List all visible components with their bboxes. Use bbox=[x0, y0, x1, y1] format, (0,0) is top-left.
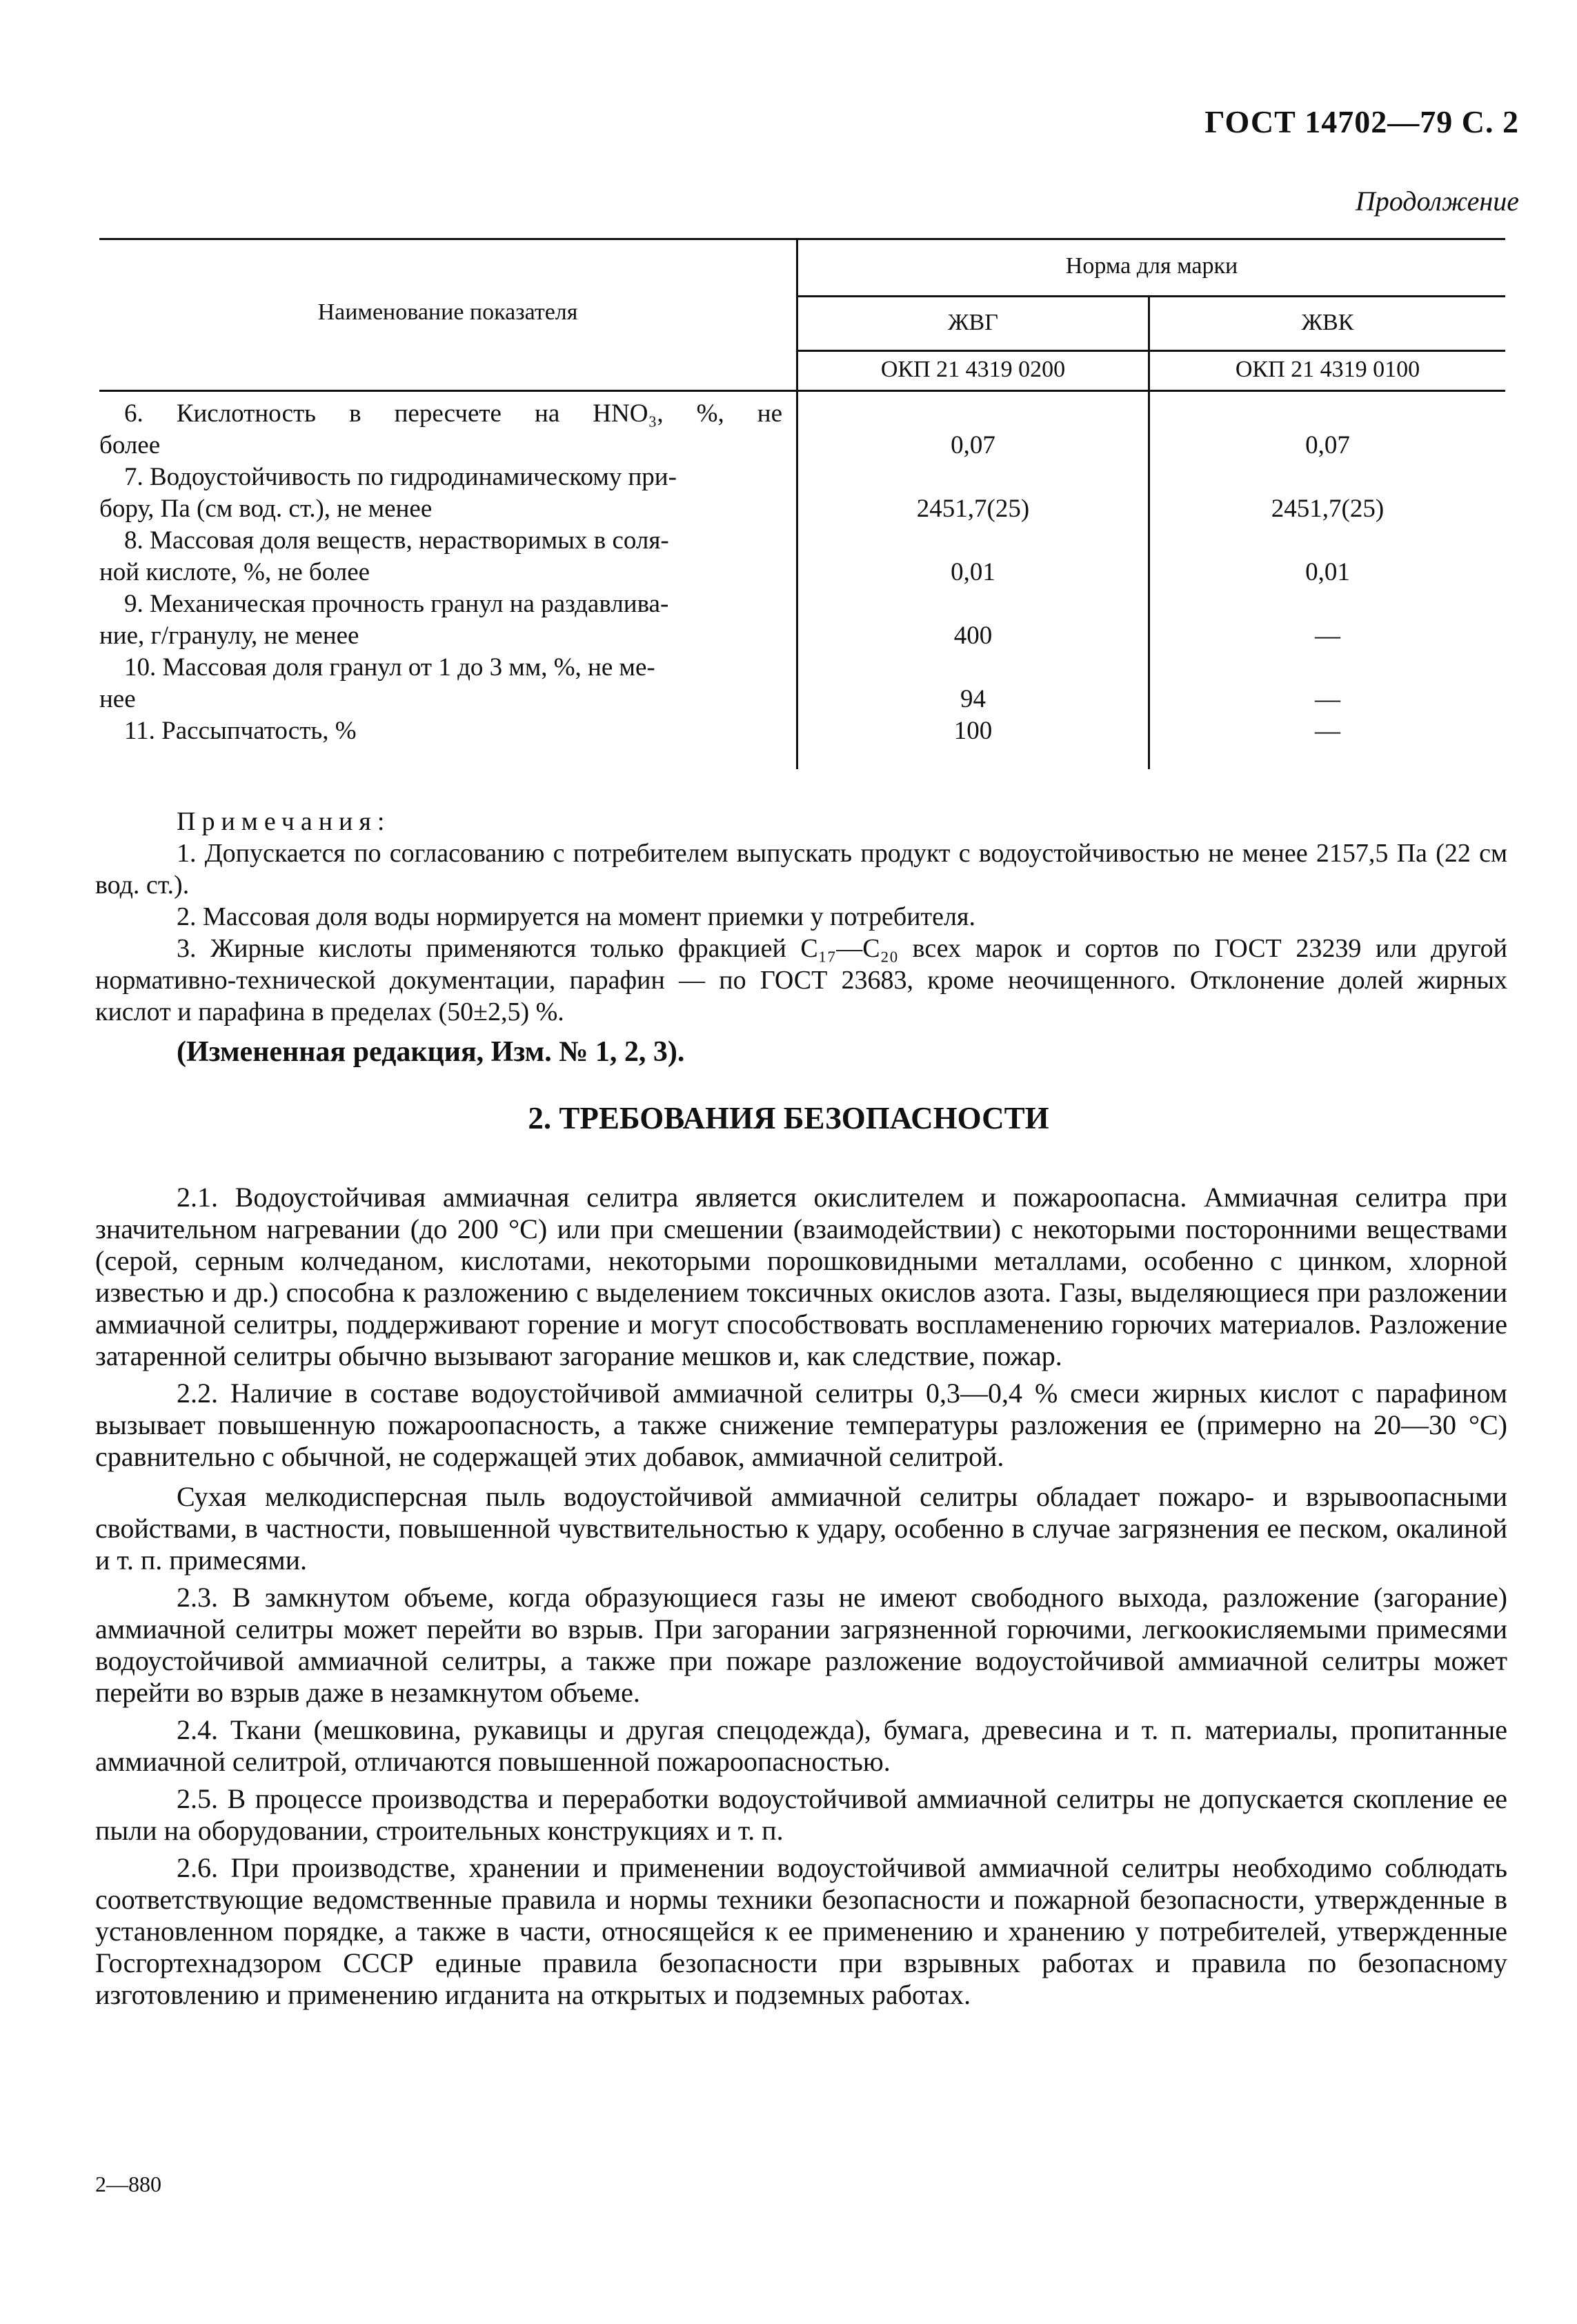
section-paragraph: 2.3. В замкнутом объеме, когда образующиеся газы не имеют свободного выхода, разложение (загорание) аммиачной селитры может перейти во взрыв. При загорании загрязненной горючими, легкоокисляемыми примесями водоустойчивой аммиачной селитры, а также при пожаре разложение водоустойчивой аммиачной селитры может перейти во взрыв даже в незамкнутом объеме. bbox=[95, 1582, 1507, 1708]
requirements-table bbox=[99, 238, 1505, 769]
note-item: 1. Допускается по согласованию с потребителем выпускать продукт с водоустойчивостью не менее 2157,5 Па (22 см вод. ст.). bbox=[95, 839, 1507, 900]
grade-1-okp: ОКП 21 4319 0200 bbox=[880, 357, 1066, 382]
print-code: 2—880 bbox=[95, 2172, 161, 2196]
table-row-label: 7. Водоустойчивость по гидродинамическому при- bbox=[124, 463, 677, 491]
table-cell: 0,01 bbox=[951, 558, 995, 586]
table-row-label: 9. Механическая прочность гранул на раздавлива- bbox=[124, 590, 669, 618]
grade-1-name: ЖВГ bbox=[948, 310, 998, 335]
table-cell: 2451,7(25) bbox=[1271, 495, 1385, 523]
section-paragraph: 2.5. В процессе производства и переработки водоустойчивой аммиачной селитры не допускается скопление ее пыли на оборудовании, строительных конструкциях и т. п. bbox=[95, 1783, 1507, 1846]
table-norm-rule bbox=[796, 295, 1505, 297]
note-item: 3. Жирные кислоты применяются только фракцией C₁₇—C₂₀ всех марок и сортов по ГОСТ 23239 или другой нормативно-технической документации, парафин — по ГОСТ 23683, кроме неочищенного. Отклонение долей жирных кислот и парафина в пределах (50±2,5) %. bbox=[95, 934, 1507, 1026]
table-cell: — bbox=[1315, 685, 1340, 713]
table-cell: 94 bbox=[960, 685, 986, 713]
table-row-label: более bbox=[99, 431, 161, 459]
notes-block bbox=[95, 806, 1507, 1068]
section-paragraph: 2.6. При производстве, хранении и применении водоустойчивой аммиачной селитры необходимо соблюдать соответствующие ведомственные правила и нормы техники безопасности и пожарной безопасности, утвержденные в установленном порядке, а также в части, относящейся к ее применению и хранению у потребителей, утвержденные Госгортехнадзором СССР единые правила безопасности при взрывных работах и правила по безопасному изготовлению и применению игданита на открытых и подземных работах. bbox=[95, 1852, 1507, 2010]
section-body bbox=[95, 1182, 1507, 2011]
section-paragraph: Сухая мелкодисперсная пыль водоустойчивой аммиачной селитры обладает пожаро- и взрывоопасными свойствами, в частности, повышенной чувствительностью к удару, особенно в случае загрязнения ее песком, окалиной и т. п. примесями. bbox=[95, 1481, 1507, 1576]
table-top-rule bbox=[99, 238, 1505, 240]
table-row-label: 8. Массовая доля веществ, нерастворимых в соля- bbox=[124, 526, 669, 555]
table-cell: 0,01 bbox=[1305, 558, 1350, 586]
section-paragraph: 2.2. Наличие в составе водоустойчивой аммиачной селитры 0,3—0,4 % смеси жирных кислот с парафином вызывает повышенную пожароопасность, а также снижение температуры разложения ее (примерно на 20—30 °С) сравнительно с обычной, не содержащей этих добавок, аммиачной селитрой. bbox=[95, 1378, 1507, 1472]
table-row-label: нее bbox=[99, 685, 136, 713]
table-cell: 2451,7(25) bbox=[916, 495, 1030, 523]
grade-2-okp: ОКП 21 4319 0100 bbox=[1235, 357, 1420, 382]
grade-2-name: ЖВК bbox=[1301, 310, 1354, 335]
table-row-label: 6. Кислотность в пересчете на HNO₃, %, не bbox=[124, 399, 782, 428]
table-cell: — bbox=[1315, 622, 1340, 650]
continuation-label: Продолжение bbox=[1355, 186, 1519, 217]
notes-title: Примечания: bbox=[177, 807, 391, 836]
section-paragraph: 2.1. Водоустойчивая аммиачная селитра является окислителем и пожароопасна. Аммиачная селитра при значительном нагревании (до 200 °С) или при смешении (взаимодействии) с некоторыми посторонними веществами (серой, серным колчеданом, кислотами, некоторыми порошковидными металлами, особенно с цинком, хлорной известью и др.) способна к разложению с выделением токсичных окислов азота. Газы, выделяющиеся при разложении аммиачной селитры, поддерживают горение и могут способствовать воспламенению горючих материалов. Разложение затаренной селитры обычно вызывают загорание мешков и, как следствие, пожар. bbox=[95, 1182, 1507, 1371]
table-cell: 0,07 bbox=[1305, 431, 1350, 459]
table-row-label: 10. Массовая доля гранул от 1 до 3 мм, %, не ме- bbox=[124, 653, 655, 682]
table-cell: 0,07 bbox=[951, 431, 995, 459]
table-cell: 100 bbox=[953, 717, 993, 745]
table-cell: — bbox=[1315, 717, 1340, 745]
note-item: 2. Массовая доля воды нормируется на момент приемки у потребителя. bbox=[177, 902, 975, 931]
table-cell: 400 bbox=[953, 622, 993, 650]
table-row-label: ние, г/гранулу, не менее bbox=[99, 622, 359, 650]
standard-page-header: ГОСТ 14702—79 С. 2 bbox=[1204, 104, 1519, 139]
indicator-column-header: Наименование показателя bbox=[317, 299, 578, 325]
section-title: 2. ТРЕБОВАНИЯ БЕЗОПАСНОСТИ bbox=[528, 1101, 1049, 1135]
table-grade-rule bbox=[796, 350, 1505, 352]
table-row-label: ной кислоте, %, не более bbox=[99, 558, 370, 586]
table-row-label: 11. Рассыпчатость, % bbox=[124, 717, 357, 745]
table-row-label: бору, Па (см вод. ст.), не менее bbox=[99, 495, 433, 523]
norm-header: Норма для марки bbox=[1065, 253, 1238, 279]
table-header-bottom-rule bbox=[99, 390, 1505, 392]
amendment-note: (Измененная редакция, Изм. № 1, 2, 3). bbox=[177, 1036, 685, 1068]
section-paragraph: 2.4. Ткани (мешковина, рукавицы и другая спецодежда), бумага, древесина и т. п. материалы, пропитанные аммиачной селитрой, отличаются повышенной пожароопасностью. bbox=[95, 1714, 1507, 1777]
